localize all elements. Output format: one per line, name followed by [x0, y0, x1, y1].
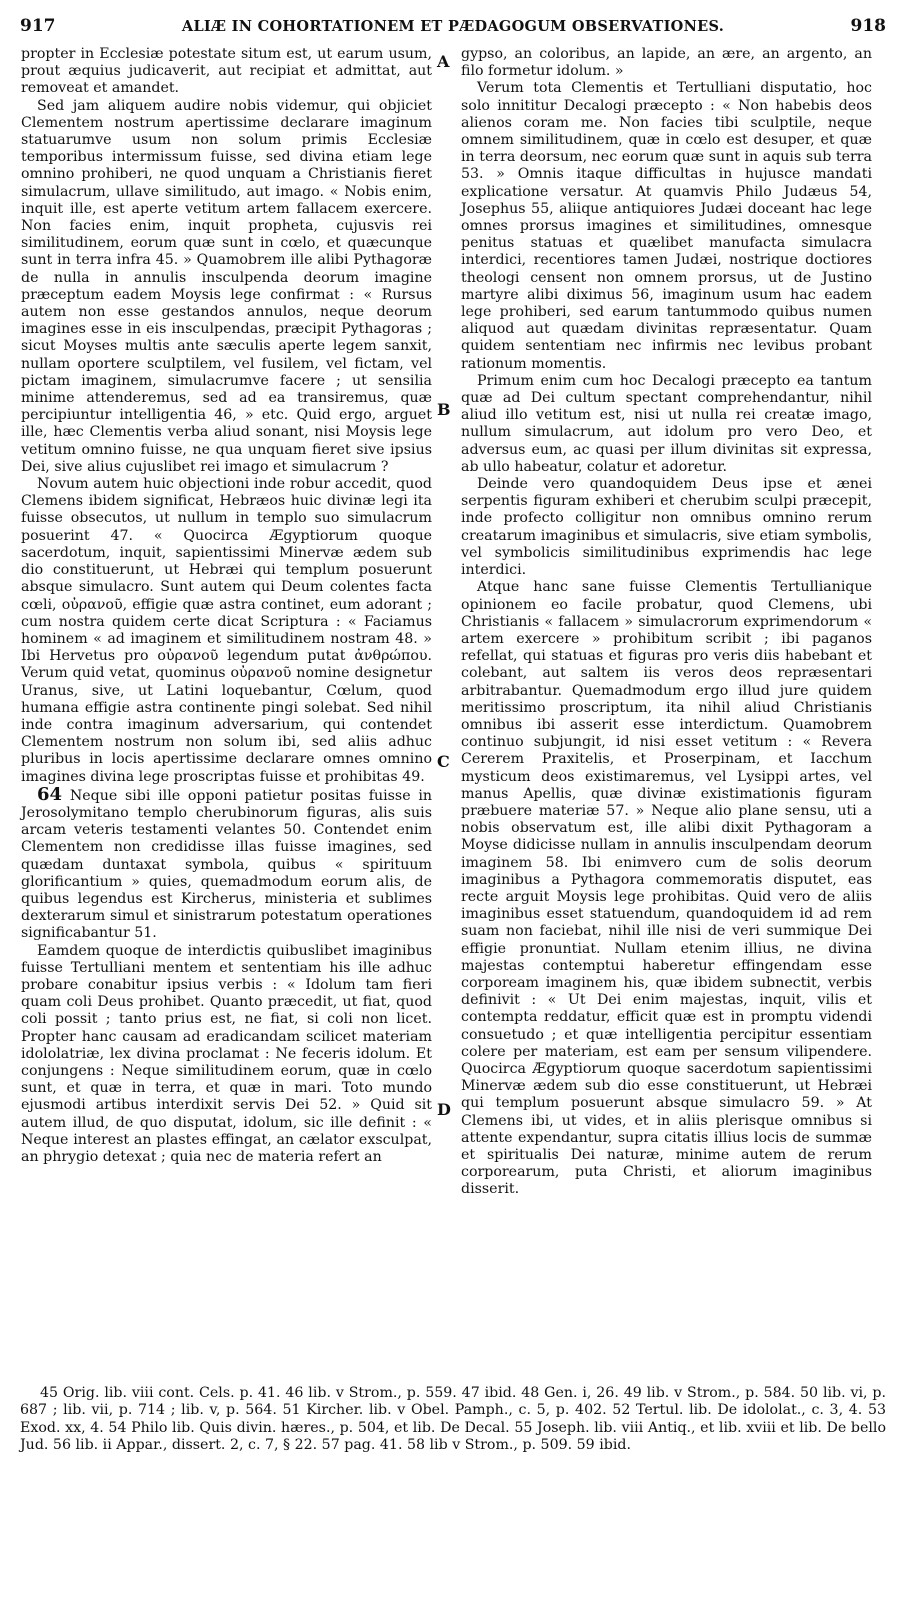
margin-letter-c: C — [437, 752, 450, 771]
footnotes — [20, 1385, 886, 1455]
footnote-text: 45 Orig. lib. viii cont. Cels. p. 41. 46 lib. v Strom., p. 559. 47 ibid. 48 Gen. i, 26. 49 lib. v Strom., p. 584. 50 lib. vi, p. 687 ; lib. vii, p. 714 ; lib. v, p. 564. 51 Kircher. lib. v Obel. Pamph., c. 5, p. 402. 52 Tertul. lib. De idololat., c. 3, 4. 53 Exod. xx, 4. 54 Philo lib. Quis divin. hæres., p. 504, et lib. De Decal. 55 Joseph. lib. viii Antiq., et lib. xviii et lib. De bello Jud. 56 lib. ii Appar., dissert. 2, c. 7, § 22. 57 pag. 41. 58 lib v Strom., p. 509. 59 ibid. — [20, 1385, 886, 1454]
paragraph: Primum enim cum hoc Decalogi præcepto ea tantum quæ ad Dei cultum spectant comprehendantur, nihil aliud illo vetitum est, nisi ut nulla rei creatæ imago, nullum simulacrum, aut idolum pro vero Deo, et adversus eum, ac quasi per illum divinitas sit expressa, ab ullo habeatur, colatur et adoretur. — [461, 372, 872, 475]
margin-letter-b: B — [437, 400, 451, 419]
section-number: 64 — [37, 783, 63, 805]
paragraph: Sed jam aliquem audire nobis videmur, qui objiciet Clementem nostrum apertissime declarare imaginum statuarumve usum non solum primis Ecclesiæ temporibus intermissum fuisse, sed divina etiam lege omnino prohiberi, ne quod unquam a Christianis fieret simulacrum, ullave similitudo, aut imago. « Nobis enim, inquit ille, est aperte vetitum artem fallacem exercere. Non facies enim, inquit propheta, cujusvis rei similitudinem, eorum quæ sunt in cœlo, et quæcunque sunt in terra infra 45. » Quamobrem ille alibi Pythagoræ de nulla in annulis insculpenda deorum imagine præceptum eadem Moysis lege confirmat : « Rursus autem non esse gestandos annulos, neque deorum imagines esse in eis insculpendas, præcipit Pythagoras ; sicut Moyses multis ante sæculis aperte legem sanxit, nullam oportere sculptilem, vel fusilem, vel fictam, vel pictam imaginem, simulacrumve facere ; ut sensilia minime attenderemus, sed ad ea transiremus, quæ percipiuntur intelligentia 46, » etc. Quid ergo, arguet ille, hæc Clementis verba aliud sonant, nisi Moysis lege vetitum omnino fuisse, ne qua unquam fieret sive ipsius Dei, sive alius cujuslibet rei imago et simulacrum ? — [21, 97, 432, 475]
paragraph: Novum autem huic objectioni inde robur accedit, quod Clemens ibidem significat, Hebræos huic divinæ legi ita fuisse obsecutos, ut nullum in templo suo simulacrum posuerint 47. « Quocirca Ægyptiorum quoque sacerdotum, inquit, sapientissimi Minervæ ædem sub dio constituerunt, ut Hebræi qui templum posuerunt absque simulacro. Sunt autem qui Deum colentes facta cœli, οὐρανοῦ, effigie quæ astra continet, eum adorant ; cum nostra quidem certe dicat Scriptura : « Faciamus hominem « ad imaginem et similitudinem nostram 48. » Ibi Hervetus pro οὐρανοῦ legendum putat ἀνθρώπου. Verum quid vetat, quominus οὐρανοῦ nomine designetur Uranus, sive, ut Latini loquebantur, Cœlum, quod humana effigie astra continente pingi solebat. Sed nihil inde contra imaginum adversarium, qui contendet Clementem nostrum non solum ibi, sed aliis adhuc pluribus in locis apertissime declarare omnes omnino imagines divina lege proscriptas fuisse et prohibitas 49. — [21, 476, 432, 785]
paragraph: Deinde vero quandoquidem Deus ipse et ænei serpentis figuram exhiberi et cherubim sculpi præcepit, inde profecto colligitur non omnibus omnino rerum creatarum imaginibus et simulacris, sive etiam symbolis, vel symbolicis similitudinibus exprimendis hac lege interdici. — [461, 476, 872, 579]
right-column — [461, 46, 872, 1370]
running-head-title: ALIÆ IN COHORTATIONEM ET PÆDAGOGUM OBSERVATIONES. — [181, 18, 725, 35]
paragraph: propter in Ecclesiæ potestate situm est, ut earum usum, prout æquius judicaverit, aut recipiat et admittat, aut removeat et amandet. — [21, 46, 432, 97]
paragraph: Verum tota Clementis et Tertulliani disputatio, hoc solo innititur Decalogi præcepto : « Non habebis deos alienos coram me. Non facies tibi sculptile, neque omnem similitudinem, quæ in cœlo est desuper, et quæ in terra deorsum, nec eorum quæ sunt in aquis sub terra 53. » Omnis itaque difficultas in hujusce mandati explicatione versatur. At quamvis Philo Judæus 54, Josephus 55, aliique antiquiores Judæi doceant hac lege omnes prorsus imagines et similitudines, omnesque penitus statuas et quælibet manufacta simulacra interdici, recentiores tamen Judæi, nostrique doctiores theologi censent non omnem prorsus, ut de Justino martyre alibi diximus 56, imaginum usum hac eadem lege prohiberi, sed earum tantummodo quibus numen aliquod aut quædam divinitas repræsentatur. Quam quidem sententiam nec infirmis nec levibus probant rationum momentis. — [461, 80, 872, 372]
paragraph: Atque hanc sane fuisse Clementis Tertullianique opinionem eo facile probatur, quod Clemens, ubi Christianis « fallacem » simulacrorum exprimendorum « artem exercere » prohibitum scribit ; ibi paganos refellat, qui statuas et figuras pro veris diis habebant et colebant, aut saltem iis veros deos repræsentari arbitrabantur. Quemadmodum ergo illud jure quidem meritissimo proscriptum, ita nihil aliud Christianis omnibus ibi asserit esse interdictum. Quamobrem continuo subjungit, id nisi esset vetitum : « Revera Cererem Praxitelis, et Proserpinam, et Iacchum mysticum deos existimaremus, vel Lysippi artes, vel manus Apellis, quæ divinæ existimationis figuram præbuere materiæ 57. » Neque alio plane sensu, uti a nobis observatum est, ille alibi dixit Pythagoram a Moyse didicisse nullam in annulis insculpendam deorum imaginem 58. Ibi enimvero cum de solis deorum imaginibus a Pythagora commemoratis disputet, eas recte arguit Moysis lege prohibitas. Quid vero de aliis imaginibus esset statuendum, quandoquidem id ad rem suam non faciebat, nihil ille nisi de veri summique Dei effigie pronuntiat. Nullam etenim illius, ne divina majestas contemptui haberetur effingendam esse corpoream imaginem his, quæ ibidem subnectit, verbis definivit : « Ut Dei enim majestas, inquit, vilis et contempta reddatur, efficit quæ est in promptu videndi consuetudo ; et quæ intelligentia percipitur essentiam colere per materiam, est eam per sensum vilipendere. Quocirca Ægyptiorum quoque sacerdotum sapientissimi Minervæ ædem sub dio esse constituerunt, ut Hebræi qui templum posuerunt absque simulacro 59. » At Clemens ibi, ut vides, et in aliis plerisque omnibus si attente expendantur, supra citatis illius locis de summæ et spiritualis Dei naturæ, minime autem de rerum corporearum, puta Christi, et aliorum imaginibus disserit. — [461, 579, 872, 1198]
left-column — [21, 46, 432, 1370]
paragraph: gypso, an coloribus, an lapide, an ære, an argento, an filo formetur idolum. » — [461, 46, 872, 80]
margin-letter-d: D — [437, 1100, 451, 1119]
margin-letter-a: A — [437, 52, 450, 71]
paragraph: Eamdem quoque de interdictis quibuslibet imaginibus fuisse Tertulliani mentem et sententiam his ille adhuc probare conabitur ipsius verbis : « Idolum tam fieri quam coli Deus prohibet. Quanto præcedit, ut fiat, quod coli possit ; tanto prius est, ne fiat, si coli non licet. Propter hanc causam ad eradicandam scilicet materiam idololatriæ, lex divina proclamat : Ne feceris idolum. Et conjungens : Neque similitudinem eorum, quæ in cœlo sunt, et quæ in terra, et quæ in mari. Toto mundo ejusmodi artibus interdixit servis Dei 52. » Quid sit autem illud, de quo disputat, idolum, sic ille definit : « Neque interest an plastes effingat, an cælator exsculpat, an phrygio detexat ; quia nec de materia refert an — [21, 942, 432, 1165]
page-number-right: 918 — [850, 16, 886, 36]
page-number-left: 917 — [20, 16, 56, 36]
running-header — [20, 10, 886, 36]
paragraph-text: Neque sibi ille opponi patietur positas fuisse in Jerosolymitano templo cherubinorum figuras, alis suis arcam veteris testamenti velantes 50. Contendet enim Clementem non credidisse illas fuisse imagines, sed quædam duntaxat symbola, quibus « spirituum glorificantium » quies, quemadmodum eorum alis, de quibus legendus est Kircherus, ministeria et sublimes dexterarum simul et sinistrarum potestatum operationes significabantur 51. — [21, 787, 432, 942]
section-paragraph — [21, 783, 432, 943]
